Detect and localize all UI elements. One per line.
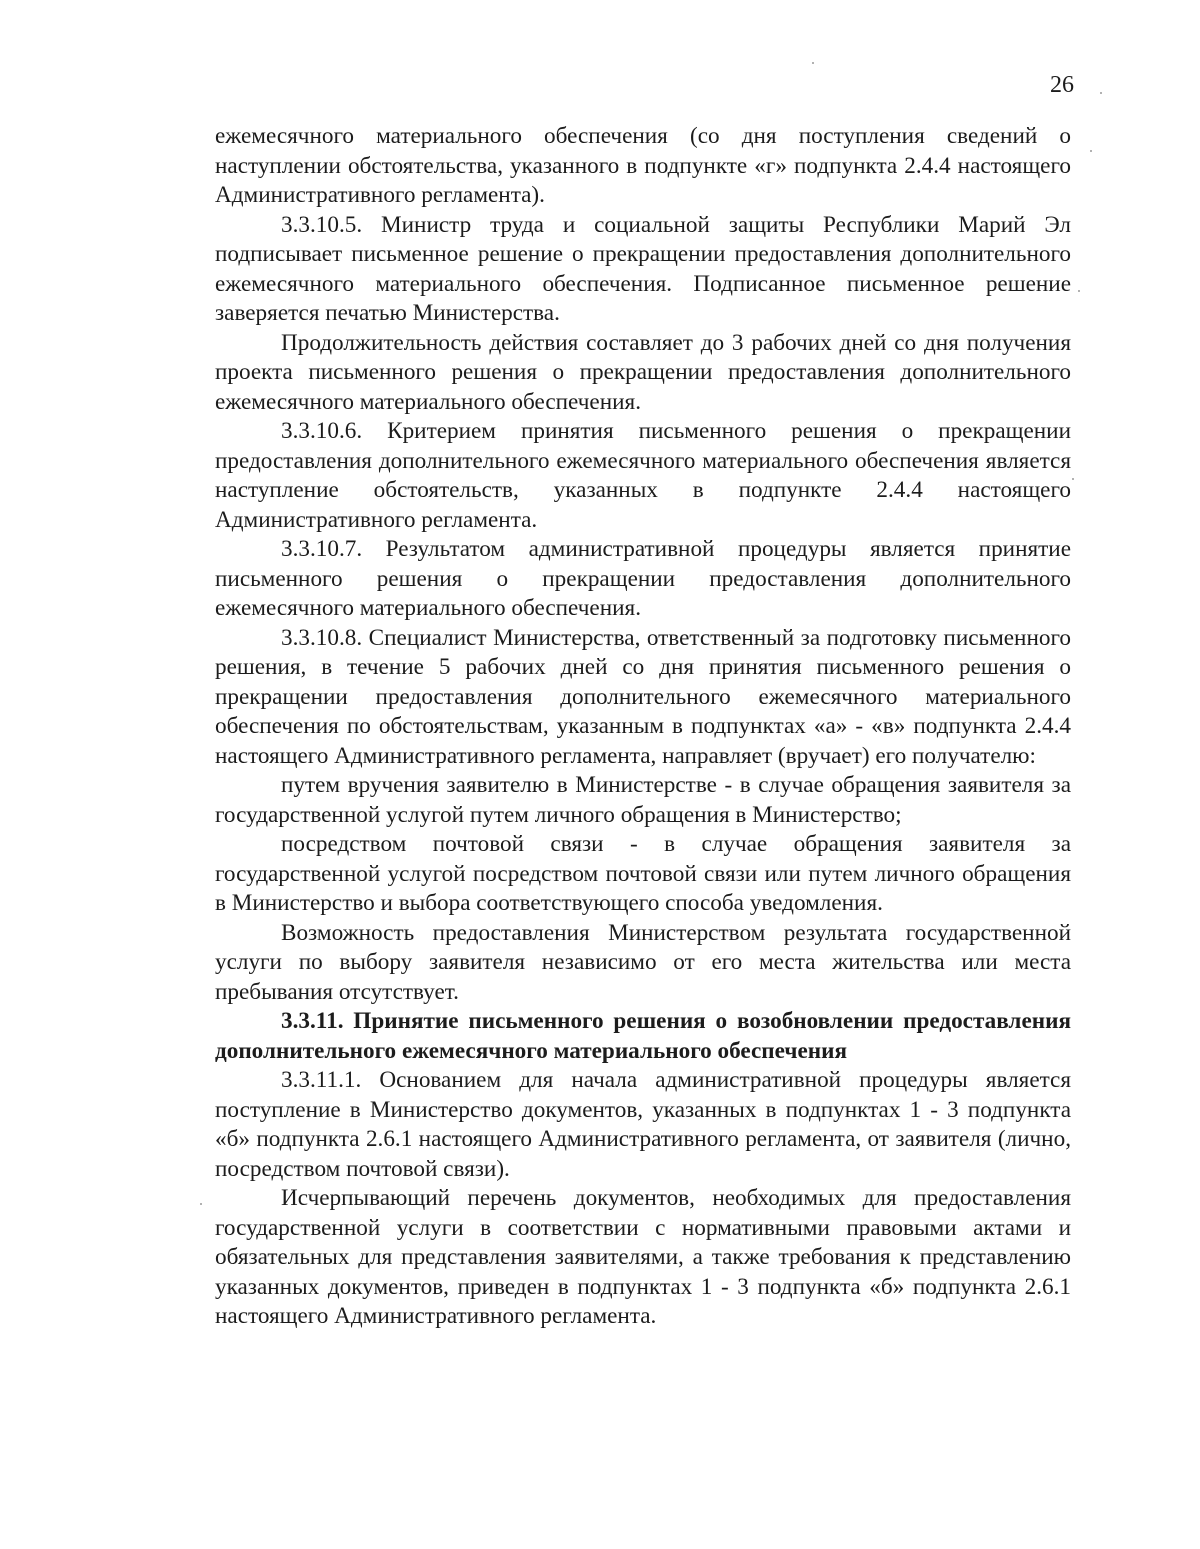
paragraph-3-3-10-6: 3.3.10.6. Критерием принятия письменного решения о прекращении предоставления дополнительного ежемесячного материального обеспечения является наступление обстоятельств, указанных в подпункте 2.4.4 настоящего Административного регламента. bbox=[215, 418, 1071, 533]
paragraph-duration: Продолжительность действия составляет до 3 рабочих дней со дня получения проекта письменного решения о прекращении предоставления дополнительного ежемесячного материального обеспечения. bbox=[215, 329, 1071, 415]
scan-speck bbox=[200, 1203, 202, 1205]
page-number: 26 bbox=[1050, 72, 1074, 98]
paragraph-3-3-11-1: 3.3.11.1. Основанием для начала административной процедуры является поступление в Министерство документов, указанных в подпунктах 1 - 3 подпункта «б» подпункта 2.6.1 настоящего Административного регламента, от заявителя (лично, посредством почтовой связи). bbox=[215, 1067, 1071, 1182]
paragraph-3-3-10-5: 3.3.10.5. Министр труда и социальной защиты Республики Марий Эл подписывает письменное решение о прекращении предоставления дополнительного ежемесячного материального обеспечения. Подписанное письменное решение заверяется печатью Министерства. bbox=[215, 211, 1071, 326]
scan-speck bbox=[1100, 92, 1102, 94]
scan-speck bbox=[1072, 478, 1074, 480]
paragraph-3-3-10-8: 3.3.10.8. Специалист Министерства, ответственный за подготовку письменного решения, в течение 5 рабочих дней со дня принятия письменного решения о прекращении предоставления дополнительного ежемесячного материального обеспечения по обстоятельствам, указанным в подпунктах «а» - «в» подпункта 2.4.4 настоящего Административного регламента, направляет (вручает) его получателю: bbox=[215, 624, 1071, 769]
paragraph-delivery-in-person: путем вручения заявителю в Министерстве - в случае обращения заявителя за государственной услугой путем личного обращения в Министерство; bbox=[215, 772, 1071, 828]
paragraph-result-availability: Возможность предоставления Министерством результата государственной услуги по выбору заявителя независимо от его места жительства или места пребывания отсутствует. bbox=[215, 919, 1071, 1005]
scan-speck bbox=[1078, 290, 1080, 292]
paragraph-document-list: Исчерпывающий перечень документов, необходимых для предоставления государственной услуги в соответствии с нормативными правовыми актами и обязательных для представления заявителями, а также требования к представлению указанных документов, приведен в подпунктах 1 - 3 подпункта «б» подпункта 2.6.1 настоящего Административного регламента. bbox=[215, 1185, 1071, 1329]
scan-speck bbox=[812, 62, 814, 64]
document-body bbox=[215, 122, 1071, 1332]
section-heading-3-3-11: 3.3.11. Принятие письменного решения о возобновлении предоставления дополнительного ежемесячного материального обеспечения bbox=[215, 1008, 1071, 1064]
scan-speck bbox=[1090, 150, 1092, 152]
paragraph-3-3-10-7: 3.3.10.7. Результатом административной процедуры является принятие письменного решения о прекращении предоставления дополнительного ежемесячного материального обеспечения. bbox=[215, 536, 1071, 621]
paragraph-delivery-by-post: посредством почтовой связи - в случае обращения заявителя за государственной услугой посредством почтовой связи или путем личного обращения в Министерство и выбора соответствующего способа уведомления. bbox=[215, 831, 1071, 916]
paragraph-continuation: ежемесячного материального обеспечения (со дня поступления сведений о наступлении обстоятельства, указанного в подпункте «г» подпункта 2.4.4 настоящего Административного регламента). bbox=[215, 123, 1071, 208]
